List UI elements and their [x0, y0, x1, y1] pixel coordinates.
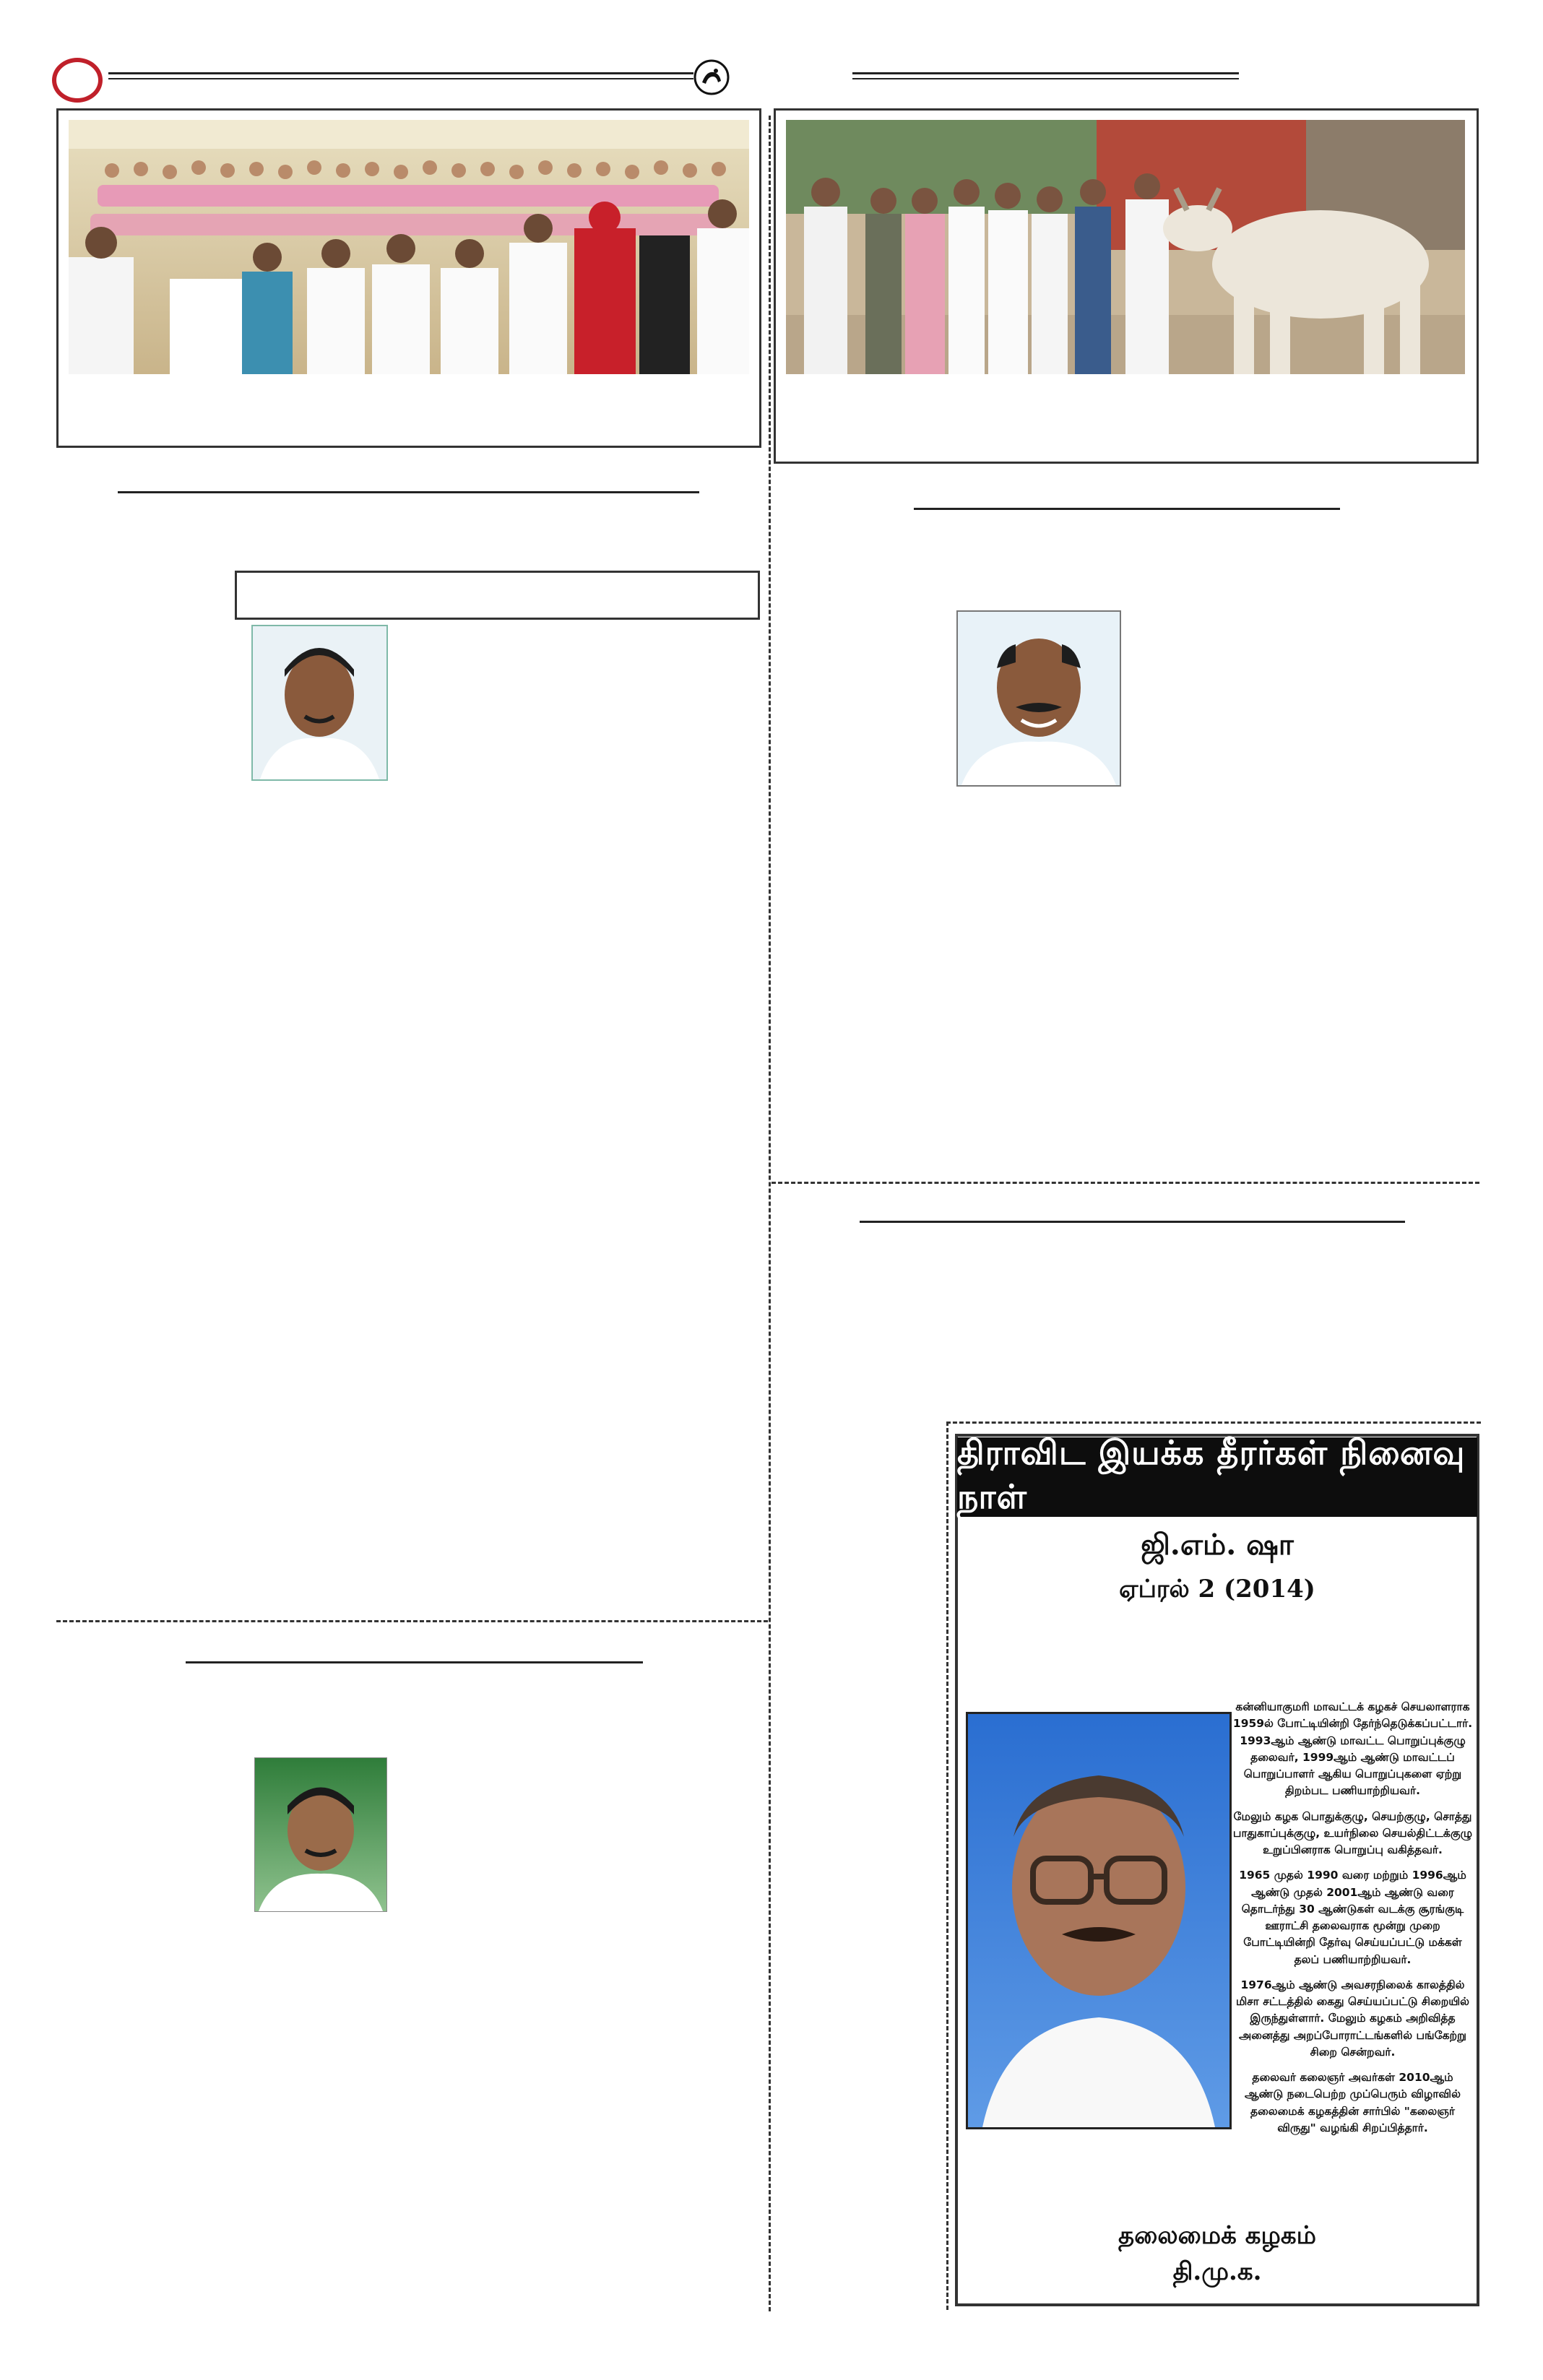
memorial-portrait: [966, 1712, 1232, 2129]
cow-donation-photo: [786, 120, 1465, 374]
event-crowd-photo: [69, 120, 749, 374]
left-headline-rule-2: [186, 1661, 643, 1663]
memorial-footer-org: தலைமைக் கழகம்: [1118, 2221, 1316, 2250]
memorial-footer-party: தி.மு.க.: [1172, 2257, 1262, 2286]
memorial-person-name: ஜி.எம். ஷா: [1141, 1528, 1294, 1562]
bio-paragraph: 1976ஆம் ஆண்டு அவசரநிலைக் காலத்தில் மிசா சட்டத்தில் கைது செய்யப்பட்டு சிறையில் இருந்துள்ளார். மேலும் கழகம் அறிவித்த அனைத்து அறப்போராட்டங்களில் பங்கேற்று சிறை சென்றவர்.: [1235, 1978, 1470, 2059]
header-circle-icon: [52, 58, 103, 103]
bio-paragraph: கன்னியாகுமரி மாவட்டக் கழகச் செயலாளராக 1959ல் போட்டியின்றி தேர்ந்தெடுக்கப்பட்டார். 1993ஆம் ஆண்டு மாவட்ட பொறுப்புக்குழு தலைவர், 1999ஆம் ஆண்டு மாவட்டப் பொறுப்பாளர் ஆகிய பொறுப்புகளை ஏற்று திறம்பட பணியாற்றியவர்.: [1232, 1700, 1473, 1798]
header-rule-left: [108, 72, 693, 74]
right-section-divider: [772, 1182, 1479, 1184]
bio-paragraph: தலைவர் கலைஞர் அவர்கள் 2010ஆம் ஆண்டு நடைபெற்ற முப்பெரும் விழாவில் தலைமைக் கழகத்தின் சார்பில் "கலைஞர் விருது" வழங்கி சிறப்பித்தார்.: [1245, 2071, 1461, 2134]
emblem-icon: [692, 58, 731, 97]
left-subhead-box: [235, 571, 760, 620]
memorial-date: ஏப்ரல் 2 (2014): [1119, 1575, 1315, 1604]
bio-paragraph: 1965 முதல் 1990 வரை மற்றும் 1996ஆம் ஆண்டு முதல் 2001ஆம் ஆண்டு வரை தொடர்ந்து 30 ஆண்டுகள் வடக்கு சூரங்குடி ஊராட்சி தலைவராக மூன்று முறை போட்டியின்றி தேர்வு செய்யப்பட்டு மக்கள் தலப் பணியாற்றியவர்.: [1239, 1869, 1466, 1966]
left-headline-rule: [118, 491, 699, 493]
header-rule-right-2: [852, 78, 1239, 79]
bio-paragraph: மேலும் கழக பொதுக்குழு, செயற்குழு, சொத்து பாதுகாப்புக்குழு, உயர்நிலை செயல்திட்டக்குழு உறுப்பினராக பொறுப்பு வகித்தவர்.: [1232, 1809, 1473, 1856]
memorial-bio: [1232, 1699, 1474, 2145]
left-section-divider: [56, 1620, 768, 1622]
portrait-1: [251, 625, 388, 781]
portrait-2: [956, 610, 1121, 787]
right-headline-rule: [914, 508, 1340, 510]
column-divider: [769, 116, 771, 2311]
portrait-3: [254, 1757, 387, 1912]
memorial-title: திராவிட இயக்க தீரர்கள் நினைவு நாள்: [957, 1437, 1477, 1517]
header-rule-left-2: [108, 78, 693, 79]
header-rule-right: [852, 72, 1239, 74]
right-headline-rule-2: [860, 1221, 1405, 1223]
